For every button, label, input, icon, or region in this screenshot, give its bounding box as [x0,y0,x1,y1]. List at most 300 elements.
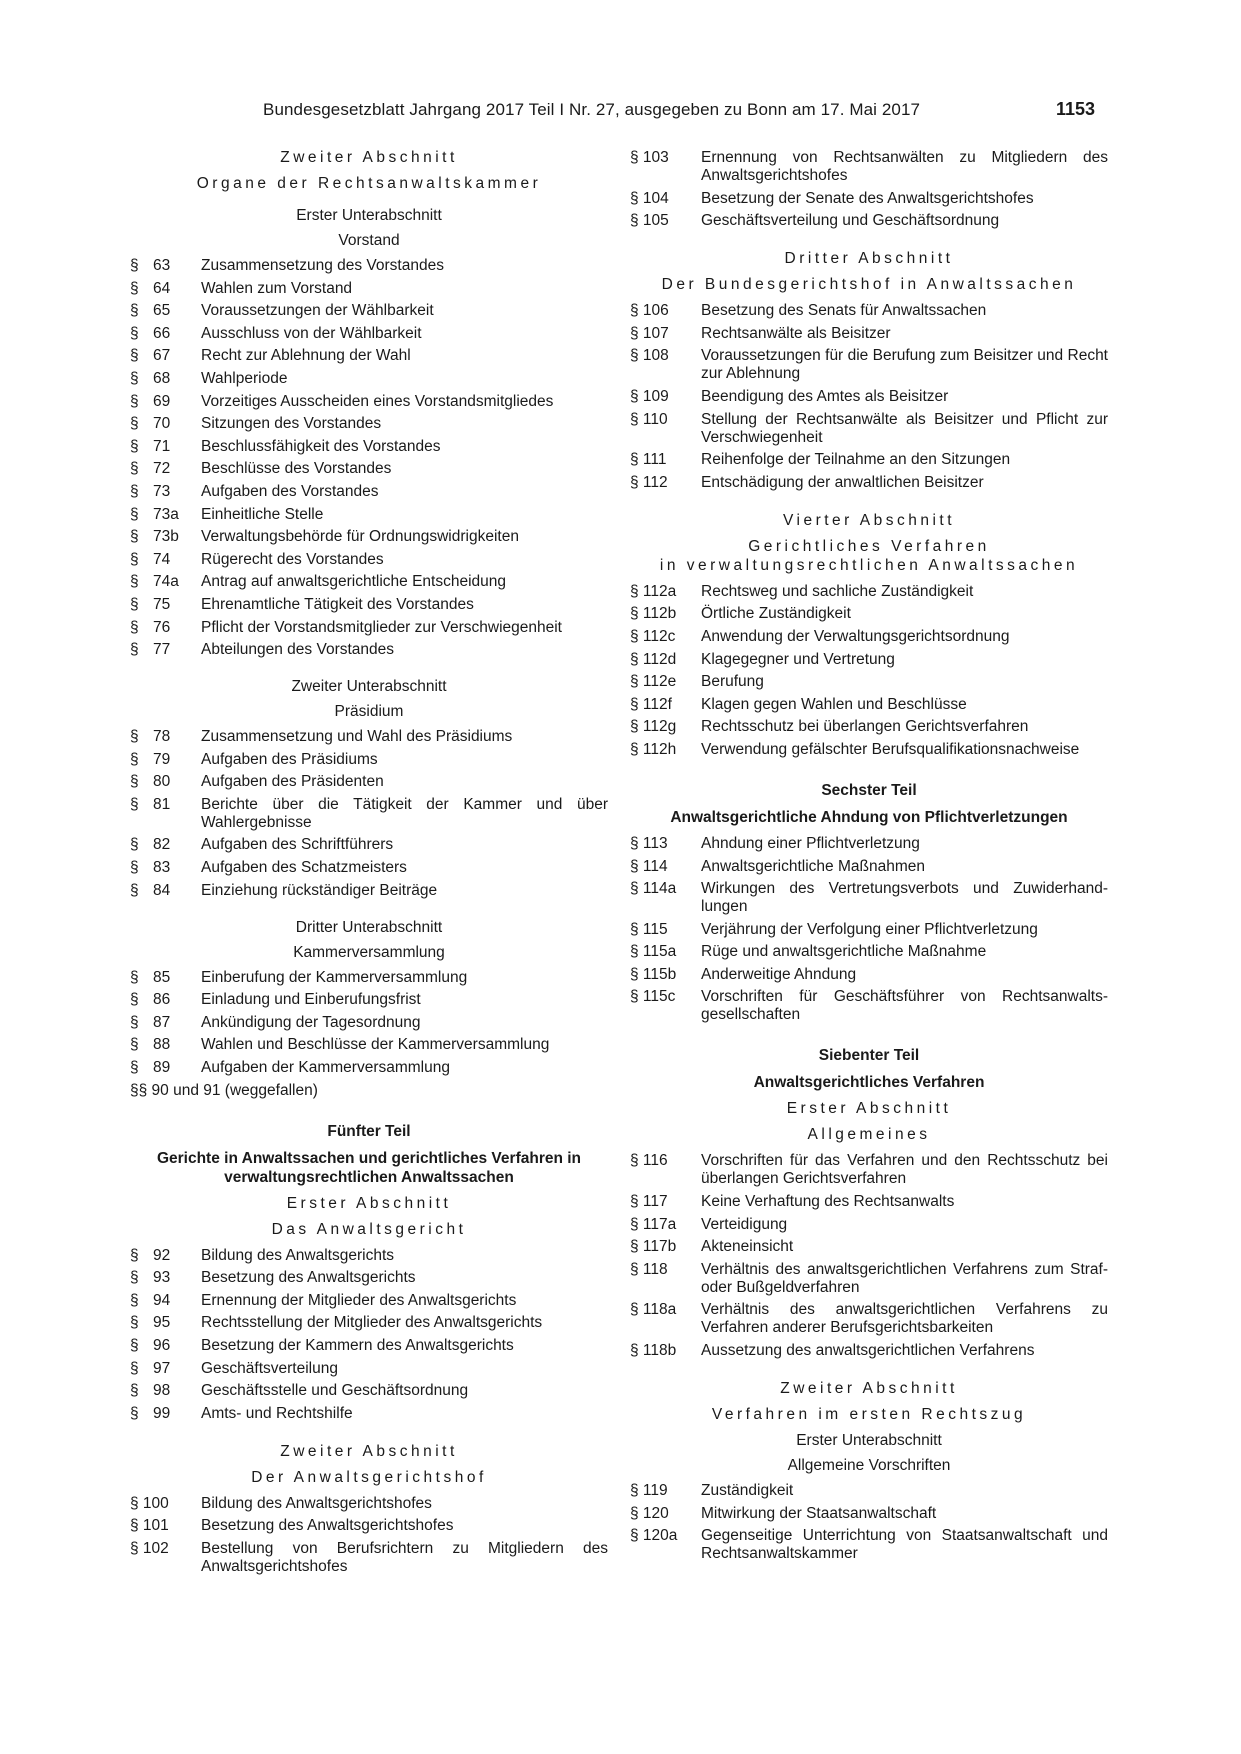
paragraph-number: 95 [153,1314,171,1332]
paragraph-title: Wahlen und Beschlüsse der Kammerversammlung [201,1036,550,1054]
paragraph-title: Klagegegner und Vertretung [701,650,895,668]
paragraph-title: Keine Verhaftung des Rechtsanwalts [701,1193,955,1211]
toc-entry [130,280,608,298]
section-title-line2: in verwaltungsrechtlichen Anwaltssachen [659,556,1079,574]
paragraph-title: Abteilungen des Vorstandes [201,641,395,659]
toc-list [130,728,608,900]
paragraph-title: Anwaltsgerichtliche Maßnahmen [701,857,925,875]
paragraph-ref: § 115a [630,943,677,961]
toc-entry [630,880,1108,916]
paragraph-title: Ernennung der Mitglieder des Anwaltsgerichts [201,1291,517,1309]
subsection-title: Kammerversammlung [293,943,445,961]
paragraph-title: Berufung [701,673,764,691]
paragraph-ref: § 118 [630,1260,668,1278]
subsection-heading: Dritter Unterabschnitt [295,918,443,936]
toc-entry [630,628,1108,646]
paragraph-title: Geschäftsstelle und Geschäftsordnung [201,1382,469,1400]
paragraph-title: Zusammensetzung und Wahl des Präsidiums [201,728,513,746]
paragraph-title: Bildung des Anwaltsgerichts [201,1246,395,1264]
paragraph-sign: § [130,1291,139,1309]
paragraph-title: Aussetzung des anwaltsgerichtlichen Verfahrens [701,1342,1035,1360]
paragraph-title: Gegenseitige Unterrichtung von Staatsanwaltschaft und Rechtsanwaltskammer [701,1527,1108,1563]
paragraph-ref: § 118b [630,1342,677,1360]
paragraph-title: Reihenfolge der Teilnahme an den Sitzungen [701,451,1011,469]
toc-entry [630,1527,1108,1563]
paragraph-ref: § 107 [630,324,669,342]
toc-entry [130,438,608,456]
paragraph-ref: § 120 [630,1504,669,1522]
paragraph-ref: § 112f [630,695,672,713]
paragraph-ref: § 118a [630,1301,677,1319]
section-heading: Zweiter Abschnitt [280,1442,458,1460]
toc-entry [630,651,1108,669]
paragraph-sign: § [130,324,139,342]
toc-list [130,969,608,1077]
paragraph-sign: § [130,415,139,433]
paragraph-sign: § [130,1337,139,1354]
part-title: Anwaltsgerichtliches Verfahren [753,1074,985,1092]
paragraph-sign: § [130,728,139,746]
section-heading: Zweiter Abschnitt [780,1380,958,1398]
toc-entry [130,415,608,433]
toc-entry [630,605,1108,623]
toc-entry [130,483,608,501]
paragraph-number: 66 [153,324,171,342]
paragraph-number: 86 [153,991,171,1009]
paragraph-title: Aufgaben der Kammerversammlung [201,1059,450,1077]
toc-list [130,1495,608,1576]
paragraph-title: Örtliche Zuständigkeit [701,605,851,623]
toc-entry [130,969,608,987]
paragraph-ref: § 113 [630,834,668,852]
paragraph-ref: § 117b [630,1238,677,1256]
paragraph-number: 82 [153,836,171,854]
toc-entry [130,641,608,659]
toc-entry [130,836,608,854]
paragraph-title: Einziehung rückständiger Beiträge [201,881,438,899]
paragraph-sign: § [130,836,139,854]
paragraph-sign: § [130,1036,139,1054]
paragraph-title: Anwendung der Verwaltungsgerichtsordnung [701,627,1010,645]
toc-entry [130,347,608,365]
paragraph-sign: § [130,991,139,1009]
paragraph-ref: § 103 [630,149,669,166]
toc-entry [630,1238,1108,1256]
toc-entry [130,1269,608,1287]
toc-list [630,302,1108,492]
toc-entry [630,1482,1108,1500]
paragraph-sign: § [130,1059,139,1077]
paragraph-title: Rechtsanwälte als Beisitzer [701,324,891,342]
paragraph-title: Akteneinsicht [701,1238,794,1256]
paragraph-sign: § [130,968,139,986]
toc-entry [130,991,608,1009]
paragraph-title: Vorschriften für das Verfahren und den Rechtsschutz bei überlangen Gerichtsverfahren [701,1152,1108,1188]
paragraph-title: Voraussetzungen für die Berufung zum Beisitzer und Recht zur Ablehnung [701,347,1108,383]
right-column [630,149,1108,1568]
paragraph-number: 67 [153,347,171,365]
paragraph-title: Ernennung von Rechtsanwälten zu Mitgliedern des Anwaltsgerichtshofes [701,149,1108,184]
paragraph-title: Ausschluss von der Wählbarkeit [201,324,422,342]
paragraph-title: Amts- und Rechtshilfe [201,1404,353,1422]
toc-entry [130,859,608,877]
paragraph-number: 70 [153,415,171,433]
toc-entry [130,551,608,569]
paragraph-title: Rechtsweg und sachliche Zuständigkeit [701,582,974,600]
paragraph-number: 79 [153,750,171,768]
subsection-title: Allgemeine Vorschriften [787,1457,951,1475]
paragraph-ref: § 117 [630,1193,668,1211]
toc-entry [630,1505,1108,1523]
paragraph-number: 77 [153,641,171,659]
paragraph-title: Besetzung des Senats für Anwaltssachen [701,302,987,320]
toc-entry [630,1261,1108,1297]
paragraph-ref: § 112b [630,605,677,623]
paragraph-sign: § [130,1314,139,1332]
paragraph-title: Beendigung des Amtes als Beisitzer [701,387,949,405]
toc-entry [630,583,1108,601]
paragraph-ref: § 112d [630,650,677,668]
paragraph-title: Beschlussfähigkeit des Vorstandes [201,437,441,455]
paragraph-title: Verhältnis des anwaltsgerichtlichen Verfahrens zu Verfahren anderer Berufsgerichtsbarkeiten [701,1301,1108,1337]
toc-entry [130,573,608,591]
paragraph-title: Verhältnis des anwaltsgerichtlichen Verfahrens zum Straf- oder Bußgeldverfahren [701,1260,1108,1296]
paragraph-ref: § 115c [630,988,676,1006]
toc-entry [130,619,608,637]
toc-entry [130,1014,608,1032]
paragraph-number: 83 [153,859,171,877]
section-title: Der Bundesgerichtshof in Anwaltssachen [661,276,1077,294]
toc-entry [130,1360,608,1378]
paragraph-number: 97 [153,1359,171,1377]
paragraph-ref: § 112 [630,473,668,491]
toc-entry [130,460,608,478]
subsection-heading: Erster Unterabschnitt [796,1432,942,1450]
toc-entry [130,528,608,546]
toc-entry [130,1495,608,1513]
paragraph-ref: § 112a [630,582,677,600]
paragraph-number: 73 [153,482,171,500]
toc-entry [630,388,1108,406]
paragraph-number: 74 [153,550,171,568]
section-heading: Dritter Abschnitt [784,250,954,268]
section-heading: Zweiter Abschnitt [280,149,458,166]
paragraph-sign: § [130,1404,139,1422]
paragraph-ref: § 119 [630,1482,668,1500]
paragraph-sign: § [130,1359,139,1377]
section-title: Organe der Rechtsanwaltskammer [196,175,542,192]
paragraph-number: 78 [153,728,171,746]
paragraph-number: 75 [153,595,171,613]
section-heading: Vierter Abschnitt [782,511,956,529]
paragraph-number: 72 [153,460,171,478]
toc-list [630,1152,1108,1360]
toc-entry [130,751,608,769]
paragraph-sign: § [130,573,139,591]
toc-entry [630,921,1108,939]
subsection-title: Vorstand [338,232,400,249]
toc-entry [130,325,608,343]
paragraph-title: Ankündigung der Tagesordnung [201,1013,421,1031]
paragraph-number: 87 [153,1013,171,1031]
paragraph-title: Bestellung von Berufsrichtern zu Mitgliedern des Anwaltsgerichtshofes [201,1539,608,1575]
section-title: Allgemeines [807,1126,931,1144]
paragraph-title: Vorzeitiges Ausscheiden eines Vorstandsmitgliedes [201,392,554,410]
paragraph-title: Besetzung der Kammern des Anwaltsgerichts [201,1337,514,1354]
toc-entry [630,190,1108,208]
toc-entry [630,212,1108,230]
paragraph-ref: § 112h [630,740,677,758]
paragraph-title: Recht zur Ablehnung der Wahl [201,347,411,365]
paragraph-ref: § 114 [630,857,668,875]
toc-entry [630,1152,1108,1188]
paragraph-number: 64 [153,279,171,297]
paragraph-title: Antrag auf anwaltsgerichtliche Entscheidung [201,573,507,591]
toc-entry [130,1540,608,1576]
paragraph-title: Verwaltungsbehörde für Ordnungswidrigkeiten [201,528,519,546]
toc-entry [130,1382,608,1400]
toc-entry [130,302,608,320]
paragraph-ref: § 106 [630,302,669,320]
part-heading: Fünfter Teil [327,1122,411,1140]
paragraph-title: Einladung und Einberufungsfrist [201,991,421,1009]
paragraph-title: Beschlüsse des Vorstandes [201,460,392,478]
toc-entry [130,257,608,275]
paragraph-ref: § 117a [630,1215,677,1233]
paragraph-title: Klagen gegen Wahlen und Beschlüsse [701,695,967,713]
toc-entry [130,370,608,388]
toc-entry [130,773,608,791]
paragraph-title: Aufgaben des Schatzmeisters [201,859,407,877]
paragraph-sign: § [130,641,139,659]
toc-entry [630,858,1108,876]
toc-entry [130,596,608,614]
paragraph-title: Stellung der Rechtsanwälte als Beisitzer und Pflicht zur Verschwiegenheit [701,410,1108,446]
toc-entry [630,1301,1108,1337]
paragraph-title: Besetzung der Senate des Anwaltsgerichtshofes [701,189,1034,207]
paragraph-number: 92 [153,1246,171,1264]
section-heading: Erster Abschnitt [286,1194,452,1212]
paragraph-title: Sitzungen des Vorstandes [201,415,382,433]
paragraph-sign: § [130,859,139,877]
paragraph-sign: § [130,279,139,297]
toc-entry [630,411,1108,447]
paragraph-title: Aufgaben des Präsidenten [201,773,384,791]
toc-entry [630,149,1108,185]
toc-list [630,1482,1108,1563]
toc-entry [130,1247,608,1265]
paragraph-title: Bildung des Anwaltsgerichtshofes [201,1494,432,1512]
toc-entry [630,943,1108,961]
section-title: Gerichtliches Verfahren [748,537,990,555]
paragraph-sign: § [130,550,139,568]
paragraph-title: Pflicht der Vorstandsmitglieder zur Verschwiegenheit [201,618,562,636]
paragraph-title: Wahlperiode [201,369,288,387]
paragraph-sign: § [130,257,139,274]
toc-entry [630,1342,1108,1360]
part-heading: Siebenter Teil [818,1047,920,1065]
paragraph-ref: § 116 [630,1152,668,1170]
paragraph-title: Rechtsschutz bei überlangen Gerichtsverfahren [701,718,1029,736]
toc-entry [130,1405,608,1423]
part-heading: Sechster Teil [821,781,917,799]
toc-entry [630,451,1108,469]
toc-entry [630,718,1108,736]
toc-list [130,1247,608,1423]
subsection-heading: Zweiter Unterabschnitt [291,678,447,696]
toc-entry [130,1314,608,1332]
part-title: Anwaltsgerichtliche Ahndung von Pflichtverletzungen [670,808,1068,826]
running-header: Bundesgesetzblatt Jahrgang 2017 Teil I Nr. 27, ausgegeben zu Bonn am 17. Mai 2017 [263,100,921,119]
toc-entry [130,506,608,524]
toc-entry [630,988,1108,1024]
paragraph-ref: § 111 [630,451,667,469]
paragraph-title: Rüge und anwaltsgerichtliche Maßnahme [701,943,987,961]
paragraph-ref: § 101 [130,1517,169,1535]
paragraph-sign: § [130,1382,139,1400]
paragraph-number: 63 [153,257,171,274]
toc-entry [630,741,1108,759]
paragraph-number: 80 [153,773,171,791]
paragraph-number: 94 [153,1291,171,1309]
paragraph-ref: § 110 [630,410,668,428]
paragraph-number: 88 [153,1036,171,1054]
paragraph-sign: § [130,369,139,387]
toc-entry [630,474,1108,492]
paragraph-title: Zuständigkeit [701,1482,794,1500]
paragraph-title: Besetzung des Anwaltsgerichts [201,1269,416,1287]
section-title: Der Anwaltsgerichtshof [251,1468,487,1486]
page-number: 1153 [1055,99,1095,119]
paragraph-title: Ehrenamtliche Tätigkeit des Vorstandes [201,595,474,613]
section-title: Das Anwaltsgericht [271,1220,467,1238]
paragraph-sign: § [130,528,139,546]
paragraph-title: Wirkungen des Vertretungsverbots und Zuwiderhand-lungen [701,880,1108,916]
paragraph-ref: § 109 [630,387,669,405]
toc-entry [130,1517,608,1535]
subsection-heading: Erster Unterabschnitt [296,207,442,224]
paragraph-sign: § [130,482,139,500]
toc-entry [630,325,1108,343]
paragraph-sign: § [130,618,139,636]
paragraph-number: 99 [153,1404,171,1422]
paragraph-title: Aufgaben des Schriftführers [201,836,394,854]
toc-entry [630,696,1108,714]
paragraph-sign: § [130,795,139,813]
paragraph-number: 84 [153,881,171,899]
paragraph-title: Einheitliche Stelle [201,505,324,523]
paragraph-title: Geschäftsverteilung und Geschäftsordnung [701,212,1000,230]
paragraph-ref: § 112e [630,673,677,691]
toc-entry [130,1292,608,1310]
paragraph-ref: § 115 [630,920,668,938]
paragraph-title: Aufgaben des Präsidiums [201,750,378,768]
paragraph-number: 69 [153,392,171,410]
toc-entry [130,1059,608,1077]
paragraph-number: 76 [153,618,171,636]
paragraph-ref: § 120a [630,1527,678,1545]
toc-entry [630,1216,1108,1234]
paragraph-number: 73a [153,505,179,523]
paragraph-title: Ahndung einer Pflichtverletzung [701,834,920,852]
paragraph-sign: § [130,437,139,455]
paragraph-title: Entschädigung der anwaltlichen Beisitzer [701,473,984,491]
paragraph-title: Verwendung gefälschter Berufsqualifikationsnachweise [701,740,1080,758]
section-title: Verfahren im ersten Rechtszug [711,1406,1027,1424]
paragraph-sign: § [130,1013,139,1031]
toc-entry [630,835,1108,853]
section-heading: Erster Abschnitt [786,1100,952,1118]
paragraph-sign: § [130,505,139,523]
paragraph-number: 65 [153,302,171,320]
paragraph-ref: § 114a [630,880,677,898]
paragraph-sign: § [130,302,139,320]
toc-entry [630,1193,1108,1211]
paragraph-title: Vorschriften für Geschäftsführer von Rechtsanwalts-gesellschaften [701,988,1108,1024]
toc-entry [630,673,1108,691]
paragraph-sign: § [130,595,139,613]
paragraph-number: 89 [153,1059,171,1077]
paragraph-ref: § 112g [630,718,677,736]
paragraph-number: 98 [153,1382,171,1400]
paragraph-sign: § [130,750,139,768]
paragraph-title: Wahlen zum Vorstand [201,279,353,297]
paragraph-ref: § 105 [630,212,669,230]
paragraph-title: Einberufung der Kammerversammlung [201,968,468,986]
paragraph-title: Mitwirkung der Staatsanwaltschaft [701,1504,937,1522]
paragraph-ref: § 102 [130,1539,169,1557]
toc-entry [130,882,608,900]
paragraph-title: Berichte über die Tätigkeit der Kammer und über Wahlergebnisse [201,795,608,831]
paragraph-ref: § 100 [130,1494,169,1512]
toc-entry [630,966,1108,984]
repealed-entry: §§ 90 und 91 (weggefallen) [130,1081,318,1099]
part-title: Gerichte in Anwaltssachen und gerichtliches Verfahren in verwaltungsrechtlichen Anwaltssachen [156,1149,582,1186]
subsection-title: Präsidium [334,703,404,721]
paragraph-title: Zusammensetzung des Vorstandes [201,257,444,274]
paragraph-title: Geschäftsverteilung [201,1359,338,1377]
paragraph-ref: § 108 [630,347,669,365]
paragraph-title: Voraussetzungen der Wählbarkeit [201,302,434,320]
paragraph-number: 68 [153,369,171,387]
paragraph-sign: § [130,773,139,791]
paragraph-number: 96 [153,1337,171,1354]
paragraph-number: 81 [153,795,171,813]
paragraph-title: Verjährung der Verfolgung einer Pflichtverletzung [701,920,1038,938]
paragraph-sign: § [130,347,139,365]
paragraph-title: Verteidigung [701,1215,788,1233]
paragraph-sign: § [130,1269,139,1287]
paragraph-ref: § 112c [630,627,676,645]
toc-entry [130,728,608,746]
paragraph-sign: § [130,392,139,410]
paragraph-title: Rügerecht des Vorstandes [201,550,384,568]
paragraph-sign: § [130,1246,139,1264]
toc-entry [130,393,608,411]
left-column [130,149,608,1581]
toc-list [630,583,1108,759]
paragraph-number: 74a [153,573,179,591]
paragraph-title: Aufgaben des Vorstandes [201,482,379,500]
paragraph-ref: § 104 [630,189,669,207]
paragraph-number: 93 [153,1269,171,1287]
paragraph-sign: § [130,460,139,478]
toc-entry [630,347,1108,383]
toc-list [630,149,1108,230]
paragraph-number: 73b [153,528,179,546]
paragraph-sign: § [130,881,139,899]
toc-entry [130,1337,608,1355]
